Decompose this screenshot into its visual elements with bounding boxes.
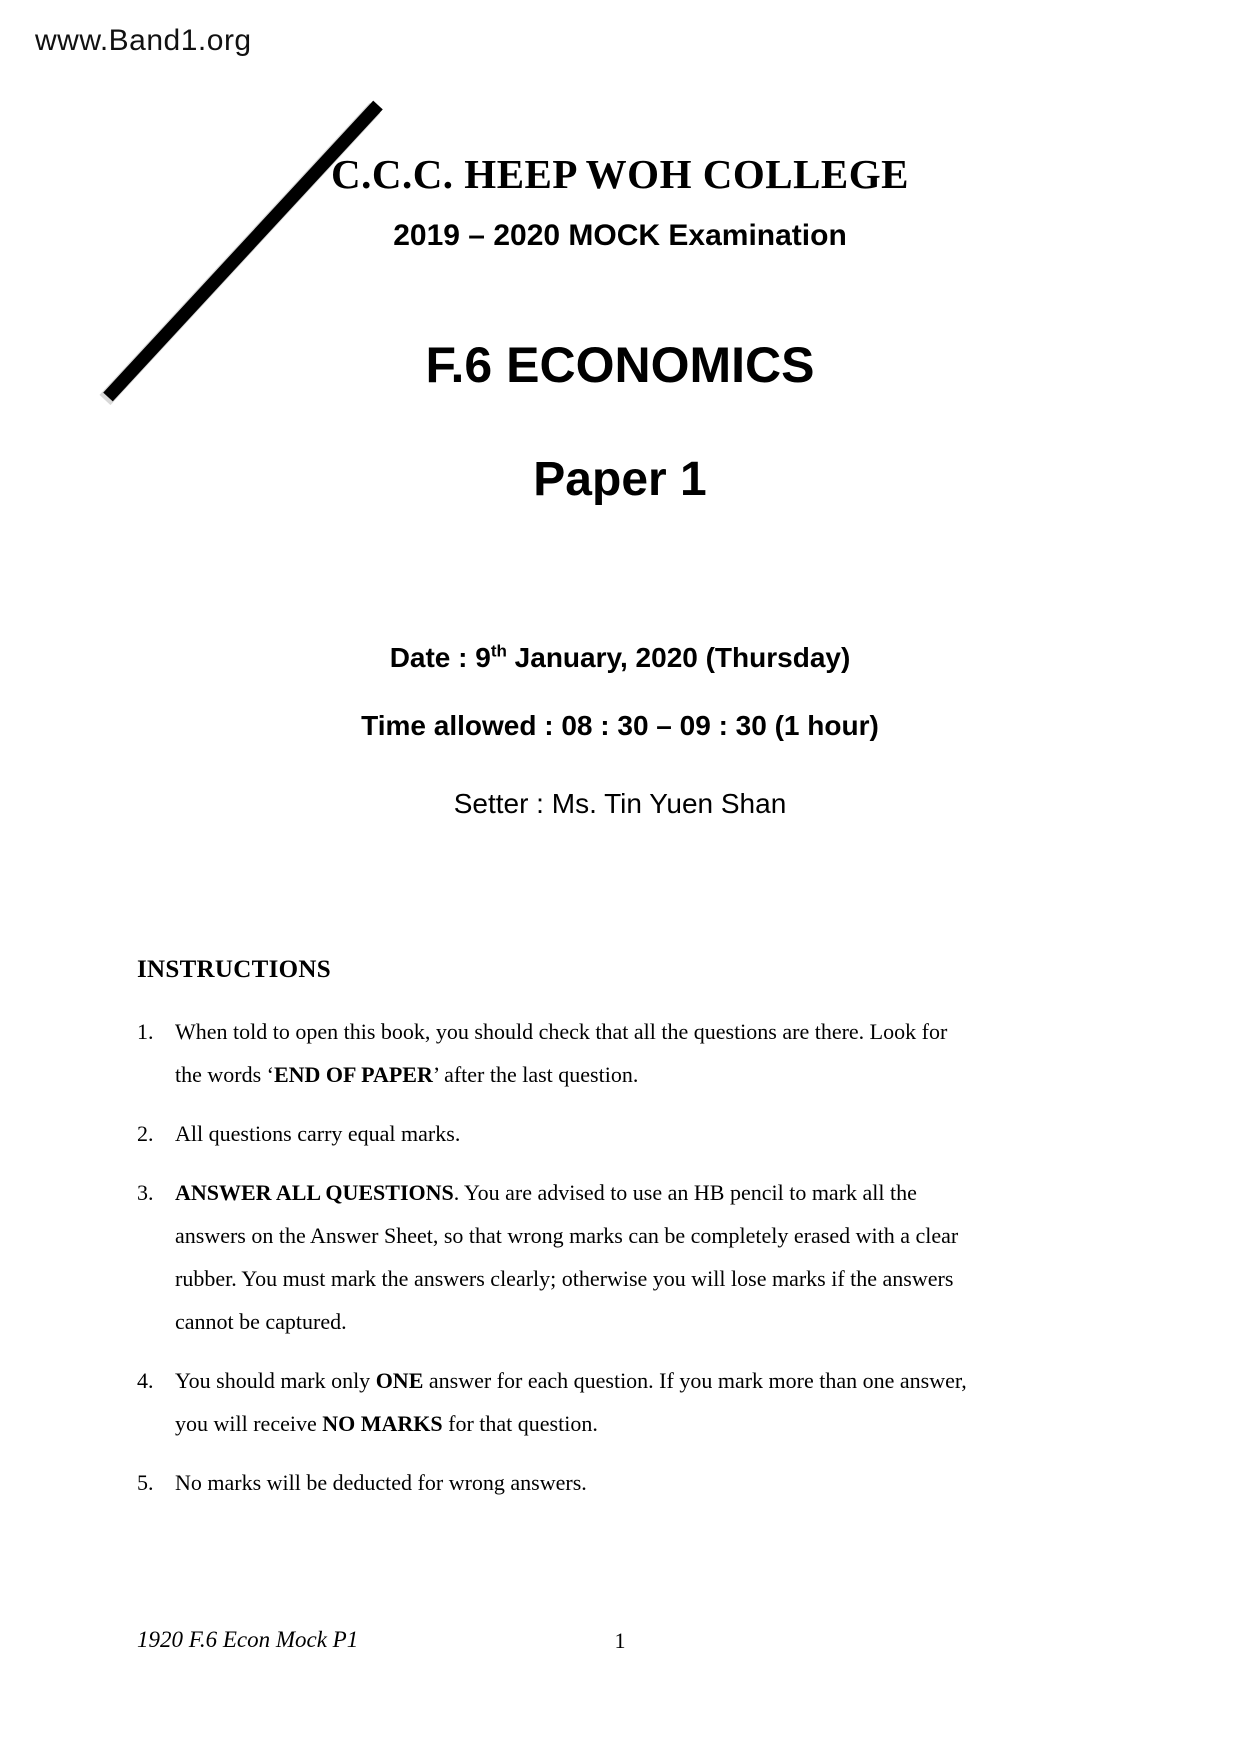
instruction-number: 5. [137,1470,154,1495]
watermark-url: www.Band1.org [35,24,252,57]
instruction-number: 3. [137,1180,154,1205]
instructions-list [137,1010,1097,1504]
instruction-number: 2. [137,1121,154,1146]
time-allowed-line: Time allowed : 08 : 30 – 09 : 30 (1 hour) [361,710,879,741]
instruction-segment: All questions carry equal marks. [175,1121,461,1146]
instruction-segment: rubber. You must mark the answers clearly; otherwise you will lose marks if the answers [175,1266,954,1291]
instruction-segment: for that question. [442,1411,598,1436]
instruction-text-line [175,1402,1097,1445]
instruction-number: 1. [137,1019,154,1044]
instruction-text [175,1010,1097,1096]
instruction-text [175,1112,1097,1155]
instruction-item [137,1171,1097,1343]
instruction-segment: answers on the Answer Sheet, so that wrong marks can be completely erased with a clear [175,1223,959,1248]
instruction-text-line [175,1171,1097,1214]
exam-title: 2019 – 2020 MOCK Examination [393,219,847,252]
instruction-item [137,1010,1097,1096]
instruction-text [175,1171,1097,1343]
setter-line: Setter : Ms. Tin Yuen Shan [453,788,787,819]
instruction-text-line [175,1053,1097,1096]
instruction-emphasis: NO MARKS [322,1411,443,1436]
instruction-text-line [175,1010,1097,1053]
instruction-segment: ’ after the last question. [432,1062,639,1087]
instruction-text [175,1461,1097,1504]
instruction-item [137,1461,1097,1504]
exam-date-line [0,642,1240,674]
instruction-text-line [175,1359,1097,1402]
exam-date-prefix: Date : 9 [389,642,491,673]
instruction-text-line [175,1300,1097,1343]
instructions-heading: INSTRUCTIONS [137,956,331,983]
instruction-item [137,1112,1097,1155]
paper-title: Paper 1 [533,453,707,506]
instruction-segment: . You are advised to use an HB pencil to mark all the [453,1180,917,1205]
instruction-text-line [175,1214,1097,1257]
instruction-text [175,1359,1097,1445]
instruction-text-line [175,1112,1097,1155]
instruction-number: 4. [137,1368,154,1393]
instruction-text-line [175,1461,1097,1504]
footer-document-code: 1920 F.6 Econ Mock P1 [137,1627,359,1652]
school-name: C.C.C. HEEP WOH COLLEGE [330,151,909,197]
instruction-segment: When told to open this book, you should check that all the questions are there. Look for [175,1019,948,1044]
instructions-section [137,956,1097,1520]
footer-page-number: 1 [614,1628,626,1653]
instruction-segment: you will receive [175,1411,323,1436]
instruction-segment: cannot be captured. [175,1309,347,1334]
exam-date-ordinal: th [490,641,507,661]
instruction-emphasis: ANSWER ALL QUESTIONS [175,1180,454,1205]
instruction-segment: No marks will be deducted for wrong answers. [175,1470,587,1495]
instruction-segment: You should mark only [175,1368,376,1393]
instruction-emphasis: ONE [375,1368,424,1393]
instruction-text-line [175,1257,1097,1300]
subject-title: F.6 ECONOMICS [425,337,815,393]
instruction-emphasis: END OF PAPER [273,1062,433,1087]
instruction-segment: answer for each question. If you mark more than one answer, [423,1368,967,1393]
instruction-item [137,1359,1097,1445]
instruction-segment: the words ‘ [175,1062,274,1087]
exam-date-suffix: January, 2020 (Thursday) [506,642,851,673]
